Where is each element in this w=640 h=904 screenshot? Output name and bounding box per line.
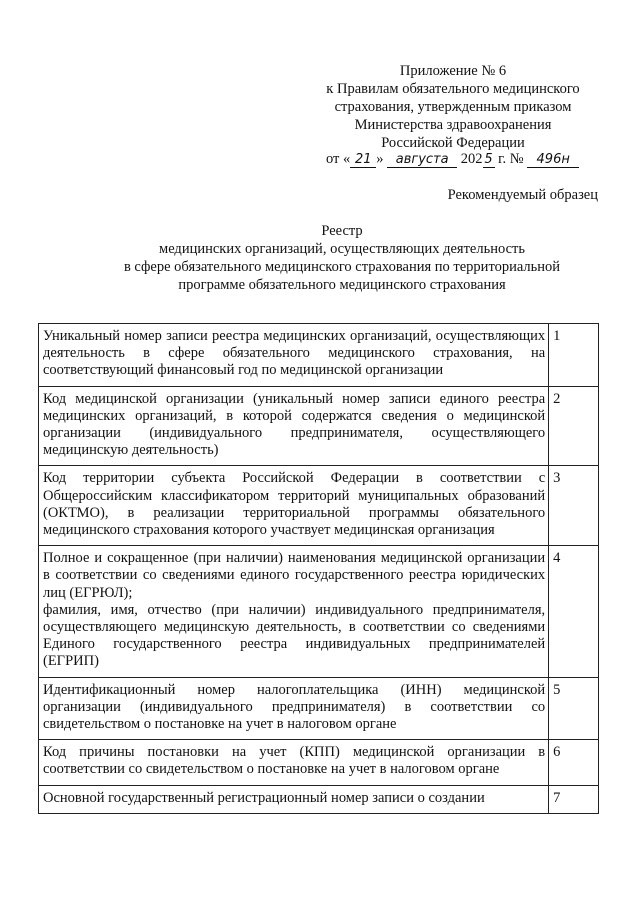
field-description: Код причины постановки на учет (КПП) медицинской организации в соответствии со свидетельством о постановке на учет в налоговом органе: [39, 740, 549, 785]
field-number: 5: [549, 677, 599, 740]
appendix-line: Министерства здравоохранения: [354, 117, 552, 133]
appendix-line: Приложение № 6: [399, 63, 507, 79]
order-number-prefix: г. №: [498, 151, 524, 167]
table-row: [39, 785, 599, 813]
field-number: 7: [549, 785, 599, 813]
table-row: [39, 386, 599, 466]
order-date-line: [326, 149, 606, 169]
field-number: 3: [549, 466, 599, 546]
field-description: Идентификационный номер налогоплательщика (ИНН) медицинской организации (индивидуального предпринимателя) в соответствии со свидетельством о постановке на учет в налоговом органе: [39, 677, 549, 740]
table-row: [39, 324, 599, 387]
title-line: медицинских организаций, осуществляющих деятельность: [159, 241, 525, 257]
table-row: [39, 546, 599, 677]
recommended-sample-label: Рекомендуемый образец: [447, 187, 598, 203]
field-description: Основной государственный регистрационный номер записи о создании: [39, 785, 549, 813]
field-description: Код территории субъекта Российской Федерации в соответствии с Общероссийским классификатором территорий муниципальных образований (ОКТМО), в реализации территориальной программы обязательного медицинского страхования которого участвует медицинская организация: [39, 466, 549, 546]
field-description-part: фамилия, имя, отчество (при наличии) индивидуального предпринимателя, осуществляющего медицинскую деятельность, в соответствии со сведениями Единого государственного реестра индивидуальных предпринимателей (ЕГРИП): [43, 601, 546, 670]
appendix-header: [322, 62, 584, 152]
title-line: программе обязательного медицинского страхования: [178, 277, 506, 293]
field-number: 1: [549, 324, 599, 387]
handwritten-month: августа: [387, 153, 457, 168]
field-description-part: Полное и сокращенное (при наличии) наименования медицинской организации в соответствии со сведениями единого государственного реестра юридических лиц (ЕГРЮЛ);: [43, 550, 546, 601]
field-number: 6: [549, 740, 599, 785]
table-row: [39, 740, 599, 785]
handwritten-day: 21: [350, 153, 376, 168]
handwritten-year-digit: 5: [484, 152, 493, 167]
field-description: Уникальный номер записи реестра медицинских организаций, осуществляющих деятельность в сфере обязательного медицинского страхования, на соответствующий финансовый год по медицинской организации: [39, 324, 549, 387]
date-prefix: от «: [326, 151, 351, 167]
appendix-line: к Правилам обязательного медицинского: [326, 81, 580, 97]
field-description: Код медицинской организации (уникальный номер записи единого реестра медицинских организаций, в которой содержатся сведения о медицинской организации (индивидуального предпринимателя, осуществляющего медицинскую деятельность): [39, 386, 549, 466]
year-prefix: 202: [460, 151, 483, 167]
title-main: Реестр: [321, 223, 363, 239]
field-description: [39, 546, 549, 677]
page-bottom-edge: [0, 840, 640, 904]
field-number: 4: [549, 546, 599, 677]
appendix-line: страхования, утвержденным приказом: [334, 99, 572, 115]
document-title: [60, 222, 624, 294]
table-row: [39, 466, 599, 546]
handwritten-order-number: 496н: [527, 153, 579, 168]
table-row: [39, 677, 599, 740]
appendix-line: Российской Федерации: [381, 135, 525, 151]
title-line: в сфере обязательного медицинского страхования по территориальной: [123, 259, 561, 275]
field-number: 2: [549, 386, 599, 466]
registry-fields-table: [38, 323, 599, 814]
date-quote: »: [376, 151, 384, 167]
